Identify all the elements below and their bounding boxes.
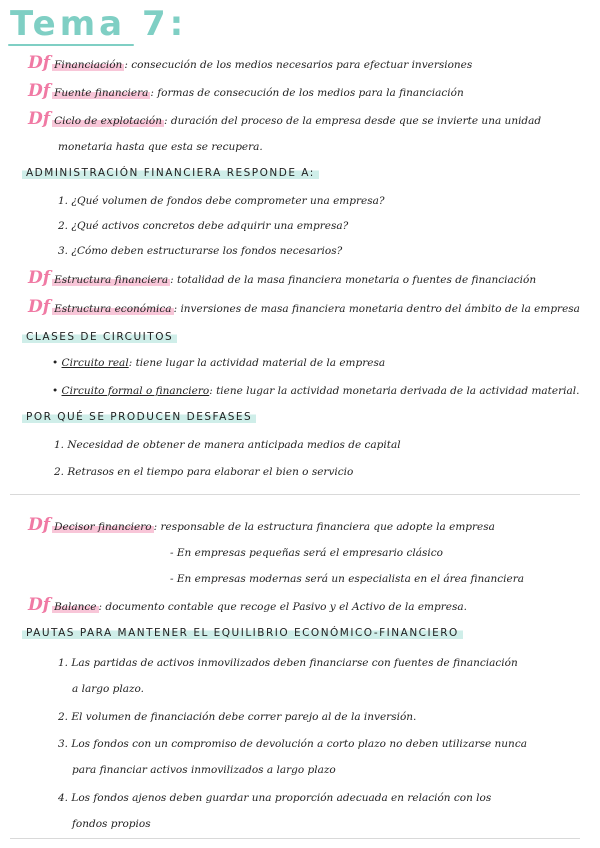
term-decisor: Decisor financiero <box>54 521 152 533</box>
term-circuito-formal: Circuito formal o financiero <box>61 385 210 397</box>
def-financiacion <box>28 53 473 73</box>
circuito-formal <box>52 384 579 398</box>
def-text: : consecución de los medios necesarios para efectuar inversiones <box>124 59 473 71</box>
df-marker: Df <box>28 515 51 535</box>
df-marker: Df <box>28 109 51 129</box>
divider <box>10 494 580 495</box>
pauta-1: 1. Las partidas de activos inmovilizados deben financiarse con fuentes de financiación <box>58 657 518 669</box>
admin-heading <box>22 166 319 180</box>
def-text: : tiene lugar la actividad material de la empresa <box>128 357 386 369</box>
def-text: : totalidad de la masa financiera monetaria o fuentes de financiación <box>170 274 537 286</box>
decisor-sub-2: - En empresas modernas será un especialista en el área financiera <box>170 573 525 585</box>
desfase-2: 2. Retrasos en el tiempo para elaborar el bien o servicio <box>54 466 354 478</box>
bullet: • <box>52 385 62 397</box>
decisor-sub-1: - En empresas pequeñas será el empresario clásico <box>170 547 443 559</box>
df-marker: Df <box>28 297 51 317</box>
pautas-heading-text: PAUTAS PARA MANTENER EL EQUILIBRIO ECONÓMICO-FINANCIERO <box>22 627 463 639</box>
df-marker: Df <box>28 595 51 615</box>
page-title: Tema 7: <box>10 4 188 44</box>
term-estructura-financiera: Estructura financiera <box>54 274 169 286</box>
def-fuente <box>28 81 464 101</box>
pauta-1-cont: a largo plazo. <box>72 683 144 695</box>
term-circuito-real: Circuito real <box>61 357 129 369</box>
term-balance: Balance <box>54 601 97 613</box>
def-estructura-financiera <box>28 268 537 288</box>
df-marker: Df <box>28 268 51 288</box>
def-text: : formas de consecución de los medios para la financiación <box>150 87 464 99</box>
pauta-2: 2. El volumen de financiación debe correr parejo al de la inversión. <box>58 711 417 723</box>
def-ciclo-cont: monetaria hasta que esta se recupera. <box>58 141 263 153</box>
title-underline <box>8 44 134 46</box>
clases-heading-text: CLASES DE CIRCUITOS <box>22 331 177 343</box>
pauta-4-cont: fondos propios <box>72 818 151 830</box>
term-estructura-economica: Estructura económica <box>54 303 172 315</box>
df-marker: Df <box>28 53 51 73</box>
pautas-heading <box>22 626 463 640</box>
def-ciclo <box>28 109 542 129</box>
def-balance <box>28 595 467 615</box>
pauta-4: 4. Los fondos ajenos deben guardar una proporción adecuada en relación con los <box>58 792 492 804</box>
pauta-3: 3. Los fondos con un compromiso de devolución a corto plazo no deben utilizarse nunca <box>58 738 527 750</box>
df-marker: Df <box>28 81 51 101</box>
def-text: : duración del proceso de la empresa desde que se invierte una unidad <box>163 115 542 127</box>
desfases-heading-text: POR QUÉ SE PRODUCEN DESFASES <box>22 411 256 423</box>
def-text: : responsable de la estructura financiera que adopte la empresa <box>153 521 495 533</box>
admin-heading-text: ADMINISTRACIÓN FINANCIERA RESPONDE A: <box>22 167 319 179</box>
divider-bottom <box>10 838 580 839</box>
def-text: : tiene lugar la actividad monetaria derivada de la actividad material. <box>209 385 580 397</box>
desfases-heading <box>22 410 256 424</box>
desfase-1: 1. Necesidad de obtener de manera anticipada medios de capital <box>54 439 401 451</box>
def-decisor <box>28 515 495 535</box>
term-financiacion: Financiación <box>54 59 123 71</box>
question-3: 3. ¿Cómo deben estructurarse los fondos necesarios? <box>58 245 343 257</box>
circuito-real <box>52 356 385 370</box>
term-fuente: Fuente financiera <box>54 87 149 99</box>
question-2: 2. ¿Qué activos concretos debe adquirir una empresa? <box>58 220 349 232</box>
clases-heading <box>22 330 177 344</box>
def-text: : documento contable que recoge el Pasivo y el Activo de la empresa. <box>98 601 467 613</box>
term-ciclo: Ciclo de explotación <box>54 115 162 127</box>
def-estructura-economica <box>28 297 580 317</box>
pauta-3-cont: para financiar activos inmovilizados a largo plazo <box>72 764 336 776</box>
bullet: • <box>52 357 62 369</box>
def-text: : inversiones de masa financiera monetaria dentro del ámbito de la empresa <box>173 303 580 315</box>
question-1: 1. ¿Qué volumen de fondos debe comprometer una empresa? <box>58 195 385 207</box>
